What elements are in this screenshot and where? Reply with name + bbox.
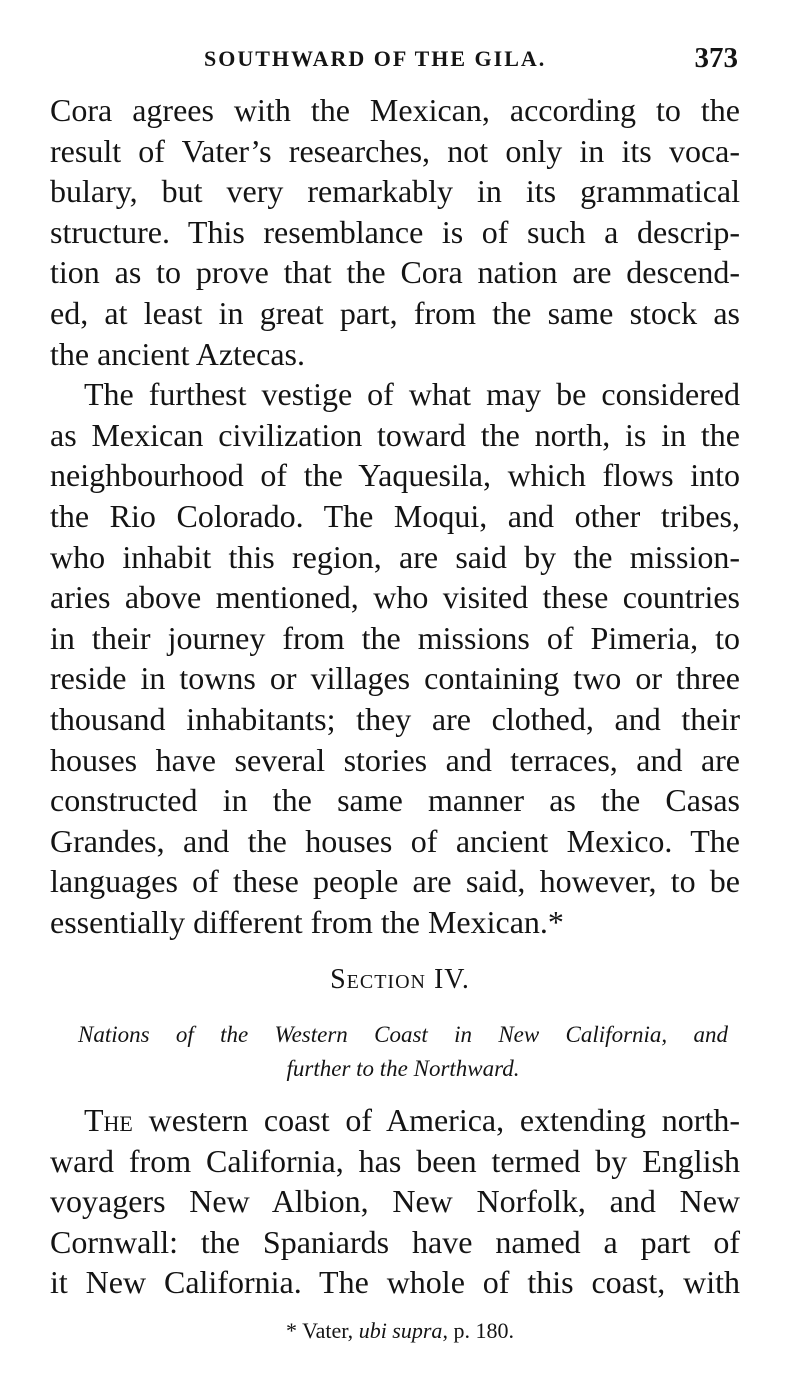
text-line: ed, at least in great part, from the same stock as — [50, 294, 740, 331]
text-line: result of Vater’s researches, not only in its voca- — [50, 132, 740, 169]
section-heading-number: IV. — [433, 964, 470, 995]
footnote-source: ubi supra — [358, 1318, 443, 1343]
text-line: Cora agrees with the Mexican, according to the — [50, 92, 740, 128]
text-line: The furthest vestige of what may be considered — [84, 376, 740, 413]
text-line: the Rio Colorado. The Moqui, and other tribes, — [50, 497, 740, 534]
paragraph-3 — [50, 1100, 740, 1303]
text-line: thousand inhabitants; they are clothed, and their — [50, 700, 740, 737]
running-header-title: SOUTHWARD OF THE GILA. — [204, 46, 547, 71]
text-line: Cornwall: the Spaniards have named a part of — [50, 1223, 740, 1260]
footnote-page: , p. 180. — [442, 1318, 514, 1343]
text-line: reside in towns or villages containing two or three — [50, 660, 740, 697]
paragraph-1 — [50, 90, 740, 374]
body-text — [50, 90, 740, 942]
footnote — [0, 1318, 800, 1344]
text-line: ward from California, has been termed by English — [50, 1142, 740, 1179]
page-number: 373 — [694, 42, 738, 74]
text-line: as Mexican civilization toward the north, is in the — [50, 416, 740, 453]
text-line: in their journey from the missions of Pimeria, to — [50, 619, 740, 656]
text-line: aries above mentioned, who visited these countries — [50, 579, 740, 616]
text-line: structure. This resemblance is of such a descrip- — [50, 213, 740, 250]
text-line: languages of these people are said, however, to be — [50, 863, 740, 900]
section-heading — [0, 964, 800, 996]
text-line: houses have several stories and terraces, and are — [50, 741, 740, 778]
section-heading-prefix: Section — [330, 964, 426, 995]
text-line: the ancient Aztecas. — [50, 335, 305, 372]
subtitle-line: further to the Northward. — [286, 1056, 520, 1081]
text-line: essentially different from the Mexican.* — [50, 903, 564, 940]
paragraph-2 — [50, 374, 740, 942]
first-line-rest: western coast of America, extending north- — [132, 1102, 740, 1138]
text-line: voyagers New Albion, New Norfolk, and New — [50, 1183, 740, 1220]
text-line: tion as to prove that the Cora nation are descend- — [50, 254, 740, 291]
text-line: it New California. The whole of this coast, with — [50, 1264, 740, 1301]
text-line: Grandes, and the houses of ancient Mexico. The — [50, 822, 740, 859]
lead-word: The — [84, 1102, 133, 1138]
text-line — [50, 1100, 740, 1141]
text-line: neighbourhood of the Yaquesila, which flows into — [50, 457, 740, 494]
text-line: bulary, but very remarkably in its grammatical — [50, 173, 740, 210]
subtitle-line: Nations of the Western Coast in New California, and — [78, 1022, 728, 1047]
section-subtitle — [78, 1018, 728, 1086]
text-line: who inhabit this region, are said by the mission- — [50, 538, 740, 575]
running-header — [0, 42, 800, 82]
text-line: constructed in the same manner as the Casas — [50, 782, 740, 819]
footnote-marker: * Vater, — [286, 1318, 359, 1343]
